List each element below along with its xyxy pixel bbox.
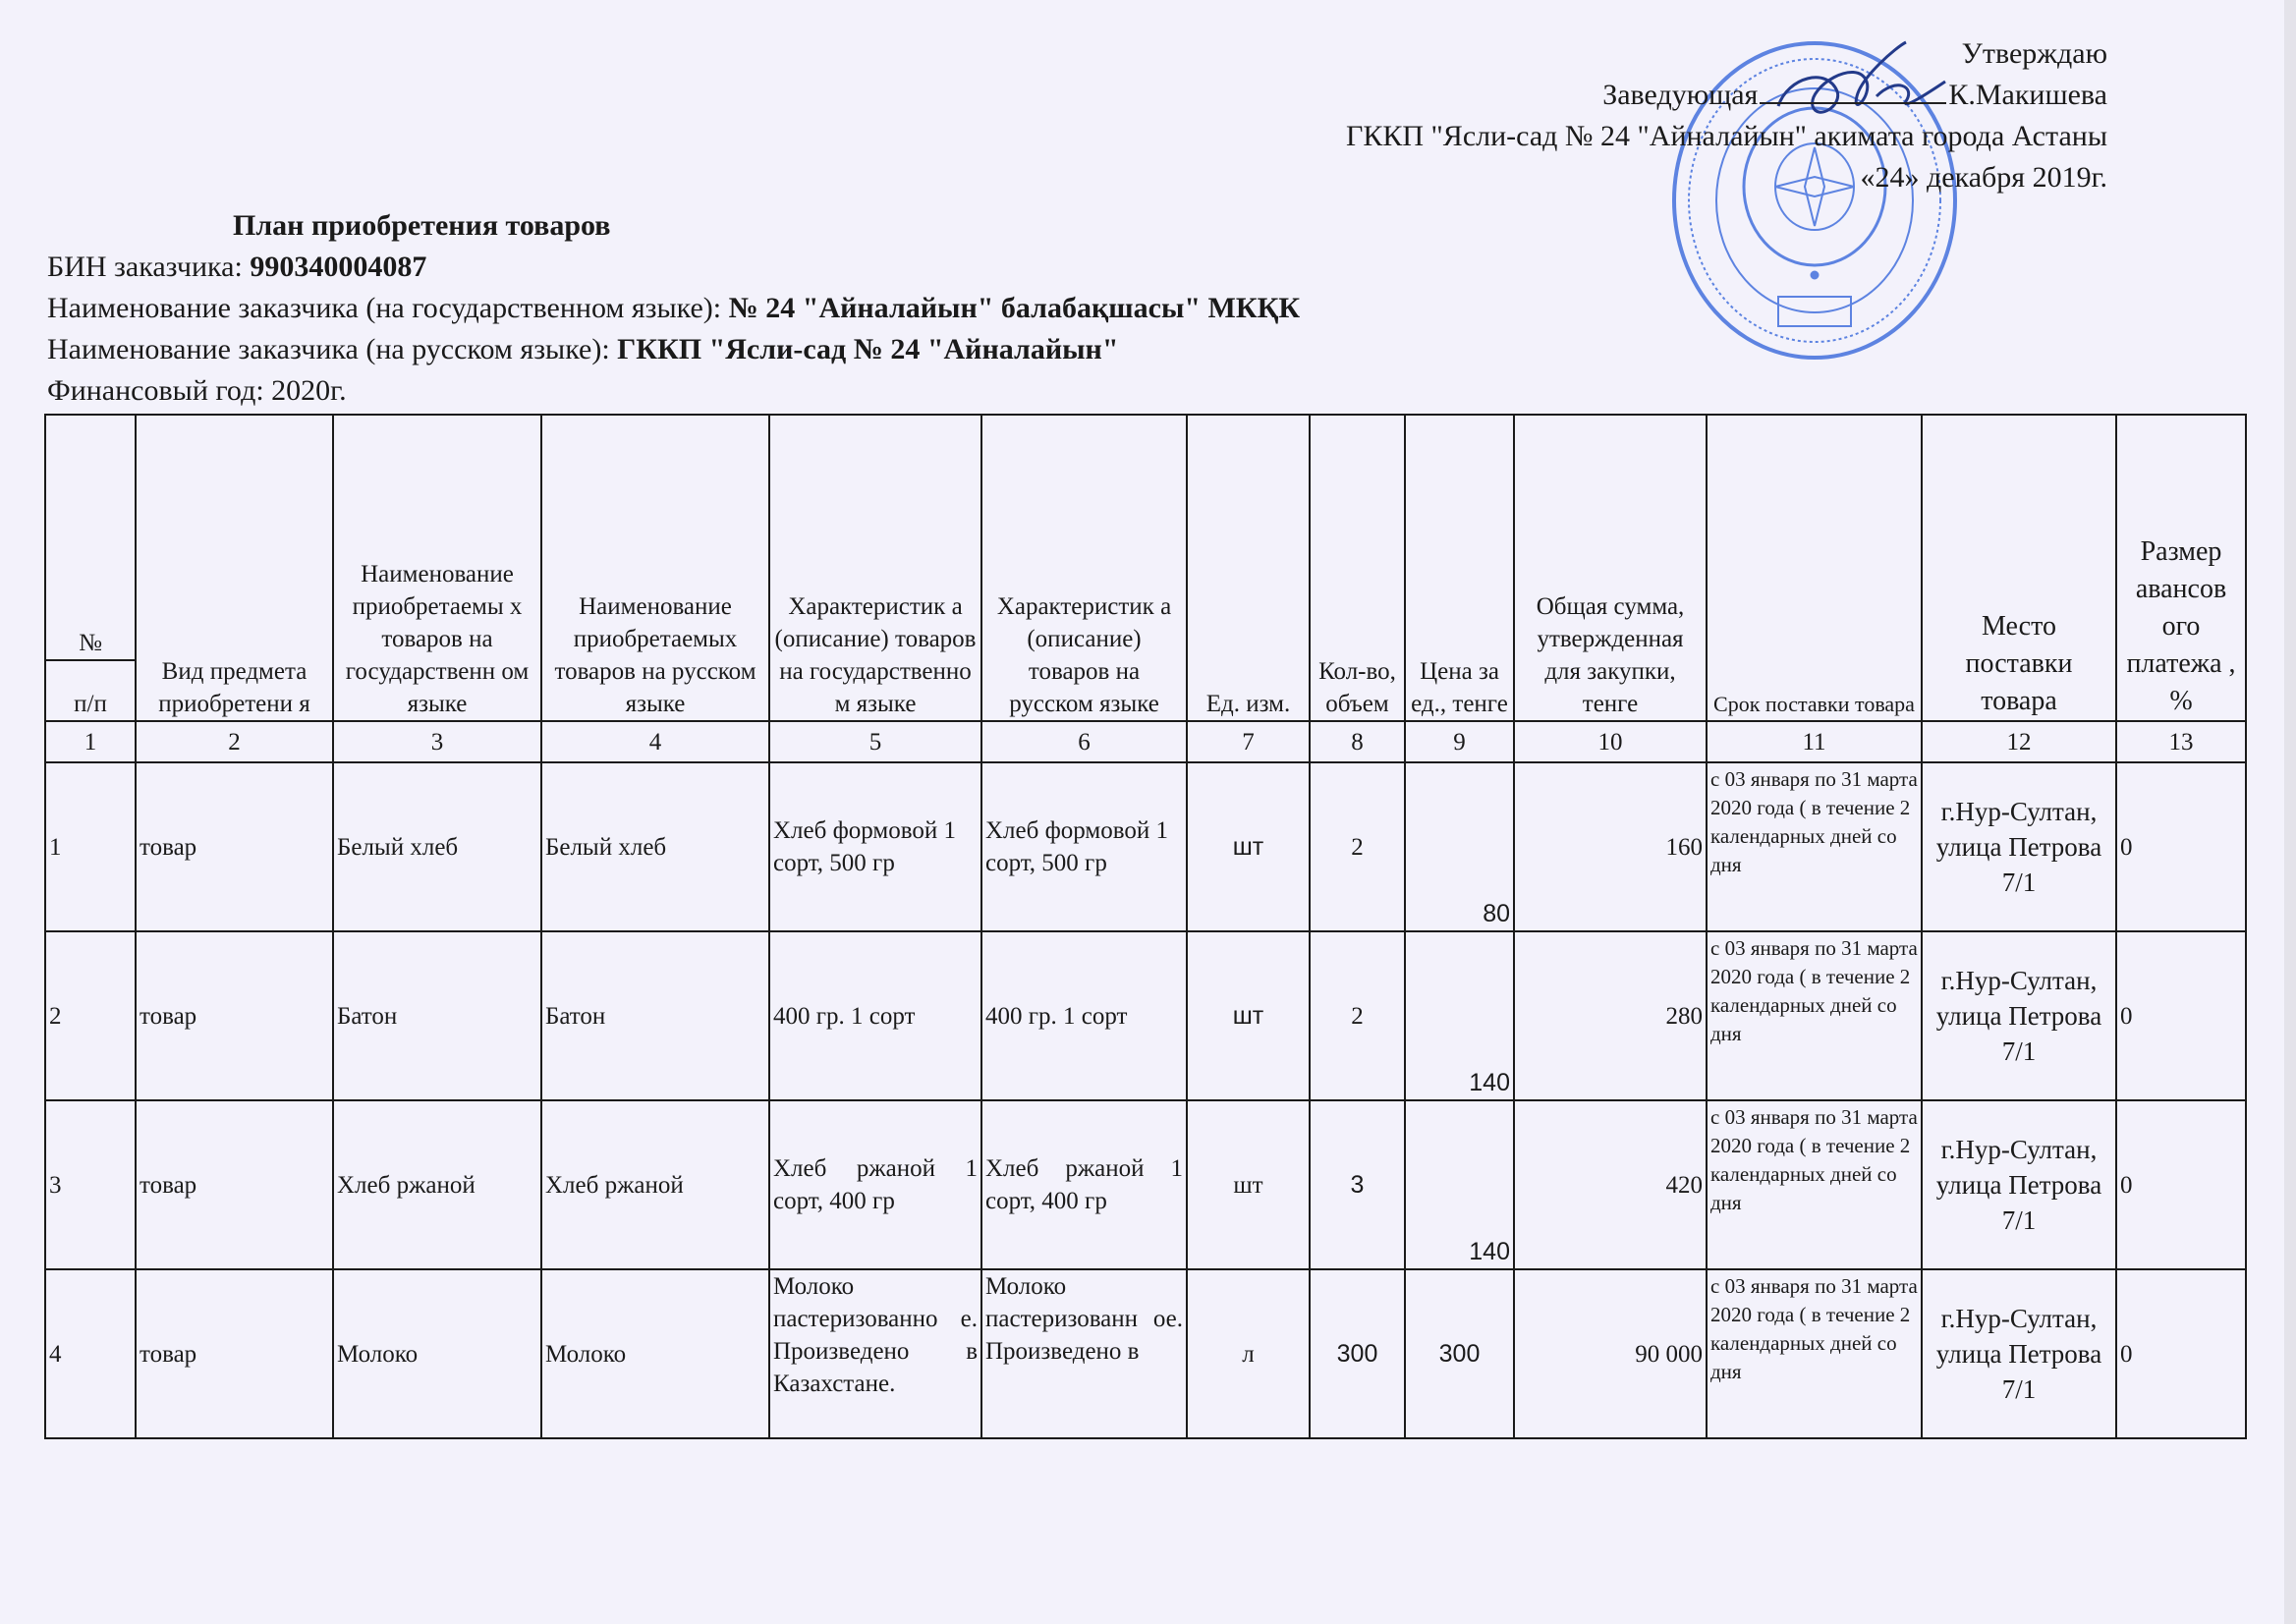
scan-edge	[2284, 0, 2296, 1624]
column-number: 9	[1405, 721, 1514, 762]
cell-desc-state: Хлеб ржаной 1 сорт, 400 гр	[769, 1100, 981, 1269]
cell-name-ru: Белый хлеб	[541, 762, 769, 931]
approver-position: Заведующая	[1602, 79, 1759, 111]
bin-value: 990340004087	[250, 251, 427, 283]
cell-advance: 0	[2116, 1100, 2246, 1269]
column-number: 2	[136, 721, 333, 762]
cell-type: товар	[136, 931, 333, 1100]
cell-total: 90 000	[1514, 1269, 1707, 1438]
cell-term	[1707, 1100, 1922, 1269]
customer-name-ru-line	[47, 333, 1118, 366]
cell-name-state: Белый хлеб	[333, 762, 541, 931]
cell-total: 280	[1514, 931, 1707, 1100]
header-num-top: №	[45, 415, 136, 660]
column-number: 11	[1707, 721, 1922, 762]
cell-advance: 0	[2116, 1269, 2246, 1438]
column-number: 3	[333, 721, 541, 762]
cell-price: 300	[1405, 1269, 1514, 1438]
column-number: 4	[541, 721, 769, 762]
cell-num: 3	[45, 1100, 136, 1269]
column-number: 1	[45, 721, 136, 762]
customer-name-ru-label: Наименование заказчика (на русском языке):	[47, 333, 618, 365]
cell-desc-ru: Хлеб формовой 1 сорт, 500 гр	[981, 762, 1187, 931]
cell-unit: шт	[1187, 762, 1310, 931]
customer-name-ru-value: ГККП "Ясли-сад № 24 "Айналайын"	[617, 333, 1119, 365]
header-term: Срок поставки товара	[1707, 415, 1922, 721]
cell-unit: л	[1187, 1269, 1310, 1438]
cell-term-text: с 03 января по 31 марта 2020 года ( в течение 2 календарных дней со дня	[1710, 767, 1918, 876]
cell-qty: 300	[1310, 1269, 1405, 1438]
cell-qty: 2	[1310, 931, 1405, 1100]
cell-term	[1707, 1269, 1922, 1438]
cell-type: товар	[136, 1100, 333, 1269]
cell-unit: шт	[1187, 931, 1310, 1100]
cell-advance: 0	[2116, 931, 2246, 1100]
cell-num: 4	[45, 1269, 136, 1438]
cell-name-state: Батон	[333, 931, 541, 1100]
table-row	[45, 762, 2246, 931]
column-number: 8	[1310, 721, 1405, 762]
customer-name-state-label: Наименование заказчика (на государственном языке):	[47, 292, 729, 324]
header-price: Цена за ед., тенге	[1405, 415, 1514, 721]
column-number: 13	[2116, 721, 2246, 762]
cell-place: г.Нур-Султан, улица Петрова 7/1	[1922, 1100, 2116, 1269]
fiscal-year: Финансовый год: 2020г.	[47, 374, 347, 407]
approver-organization: ГККП "Ясли-сад № 24 "Айналайын" акимата города Астаны	[1346, 120, 2107, 152]
cell-price: 140	[1405, 1100, 1514, 1269]
table-row	[45, 1269, 2246, 1438]
header-name-ru: Наименование приобретаемых товаров на русском языке	[541, 415, 769, 721]
bin-line	[47, 251, 426, 284]
column-number: 7	[1187, 721, 1310, 762]
header-desc-ru: Характеристик а (описание) товаров на русском языке	[981, 415, 1187, 721]
column-numbers-row	[45, 721, 2246, 762]
cell-qty: 2	[1310, 762, 1405, 931]
cell-term	[1707, 931, 1922, 1100]
cell-desc-state: Молоко пастеризованно е. Произведено в Казахстане.	[769, 1269, 981, 1438]
cell-place: г.Нур-Султан, улица Петрова 7/1	[1922, 931, 2116, 1100]
cell-term-text: с 03 января по 31 марта 2020 года ( в течение 2 календарных дней со дня	[1710, 1105, 1918, 1214]
cell-term	[1707, 762, 1922, 931]
column-number: 6	[981, 721, 1187, 762]
cell-term-text: с 03 января по 31 марта 2020 года ( в течение 2 календарных дней со дня	[1710, 1274, 1918, 1383]
header-type: Вид предмета приобретени я	[136, 415, 333, 721]
approver-line	[1602, 79, 2107, 112]
table-row	[45, 931, 2246, 1100]
cell-term-text: с 03 января по 31 марта 2020 года ( в течение 2 календарных дней со дня	[1710, 936, 1918, 1045]
header-qty: Кол-во, объем	[1310, 415, 1405, 721]
cell-total: 420	[1514, 1100, 1707, 1269]
procurement-plan-table	[44, 414, 2247, 1439]
approval-date: «24» декабря 2019г.	[1860, 161, 2107, 194]
cell-price: 140	[1405, 931, 1514, 1100]
column-number: 12	[1922, 721, 2116, 762]
header-total: Общая сумма, утвержденная для закупки, тенге	[1514, 415, 1707, 721]
table-row	[45, 1100, 2246, 1269]
approve-word: Утверждаю	[1961, 37, 2107, 70]
cell-type: товар	[136, 762, 333, 931]
header-num-bottom: п/п	[45, 660, 136, 721]
cell-desc-state: 400 гр. 1 сорт	[769, 931, 981, 1100]
cell-type: товар	[136, 1269, 333, 1438]
cell-advance: 0	[2116, 762, 2246, 931]
header-desc-state: Характеристик а (описание) товаров на государственно м языке	[769, 415, 981, 721]
column-number: 5	[769, 721, 981, 762]
approver-name: К.Макишева	[1948, 79, 2107, 111]
cell-desc-state: Хлеб формовой 1 сорт, 500 гр	[769, 762, 981, 931]
customer-name-state-line	[47, 292, 1300, 325]
cell-qty: 3	[1310, 1100, 1405, 1269]
cell-name-state: Молоко	[333, 1269, 541, 1438]
header-place: Место поставки товара	[1922, 415, 2116, 721]
signature-line	[1760, 79, 1946, 104]
cell-num: 2	[45, 931, 136, 1100]
cell-name-state: Хлеб ржаной	[333, 1100, 541, 1269]
cell-unit: шт	[1187, 1100, 1310, 1269]
cell-desc-ru: 400 гр. 1 сорт	[981, 931, 1187, 1100]
cell-price: 80	[1405, 762, 1514, 931]
document-title: План приобретения товаров	[233, 209, 611, 242]
cell-total: 160	[1514, 762, 1707, 931]
cell-num: 1	[45, 762, 136, 931]
cell-name-ru: Молоко	[541, 1269, 769, 1438]
cell-name-ru: Батон	[541, 931, 769, 1100]
cell-desc-ru: Молоко пастеризованн ое. Произведено в	[981, 1269, 1187, 1438]
cell-name-ru: Хлеб ржаной	[541, 1100, 769, 1269]
column-number: 10	[1514, 721, 1707, 762]
header-unit: Ед. изм.	[1187, 415, 1310, 721]
bin-label: БИН заказчика:	[47, 251, 251, 283]
cell-desc-ru: Хлеб ржаной 1 сорт, 400 гр	[981, 1100, 1187, 1269]
header-name-state: Наименование приобретаемы х товаров на государственн ом языке	[333, 415, 541, 721]
cell-place: г.Нур-Султан, улица Петрова 7/1	[1922, 1269, 2116, 1438]
cell-place: г.Нур-Султан, улица Петрова 7/1	[1922, 762, 2116, 931]
customer-name-state-value: № 24 "Айналайын" балабақшасы" МКҚК	[728, 292, 1301, 324]
header-advance: Размер авансов ого платежа , %	[2116, 415, 2246, 721]
